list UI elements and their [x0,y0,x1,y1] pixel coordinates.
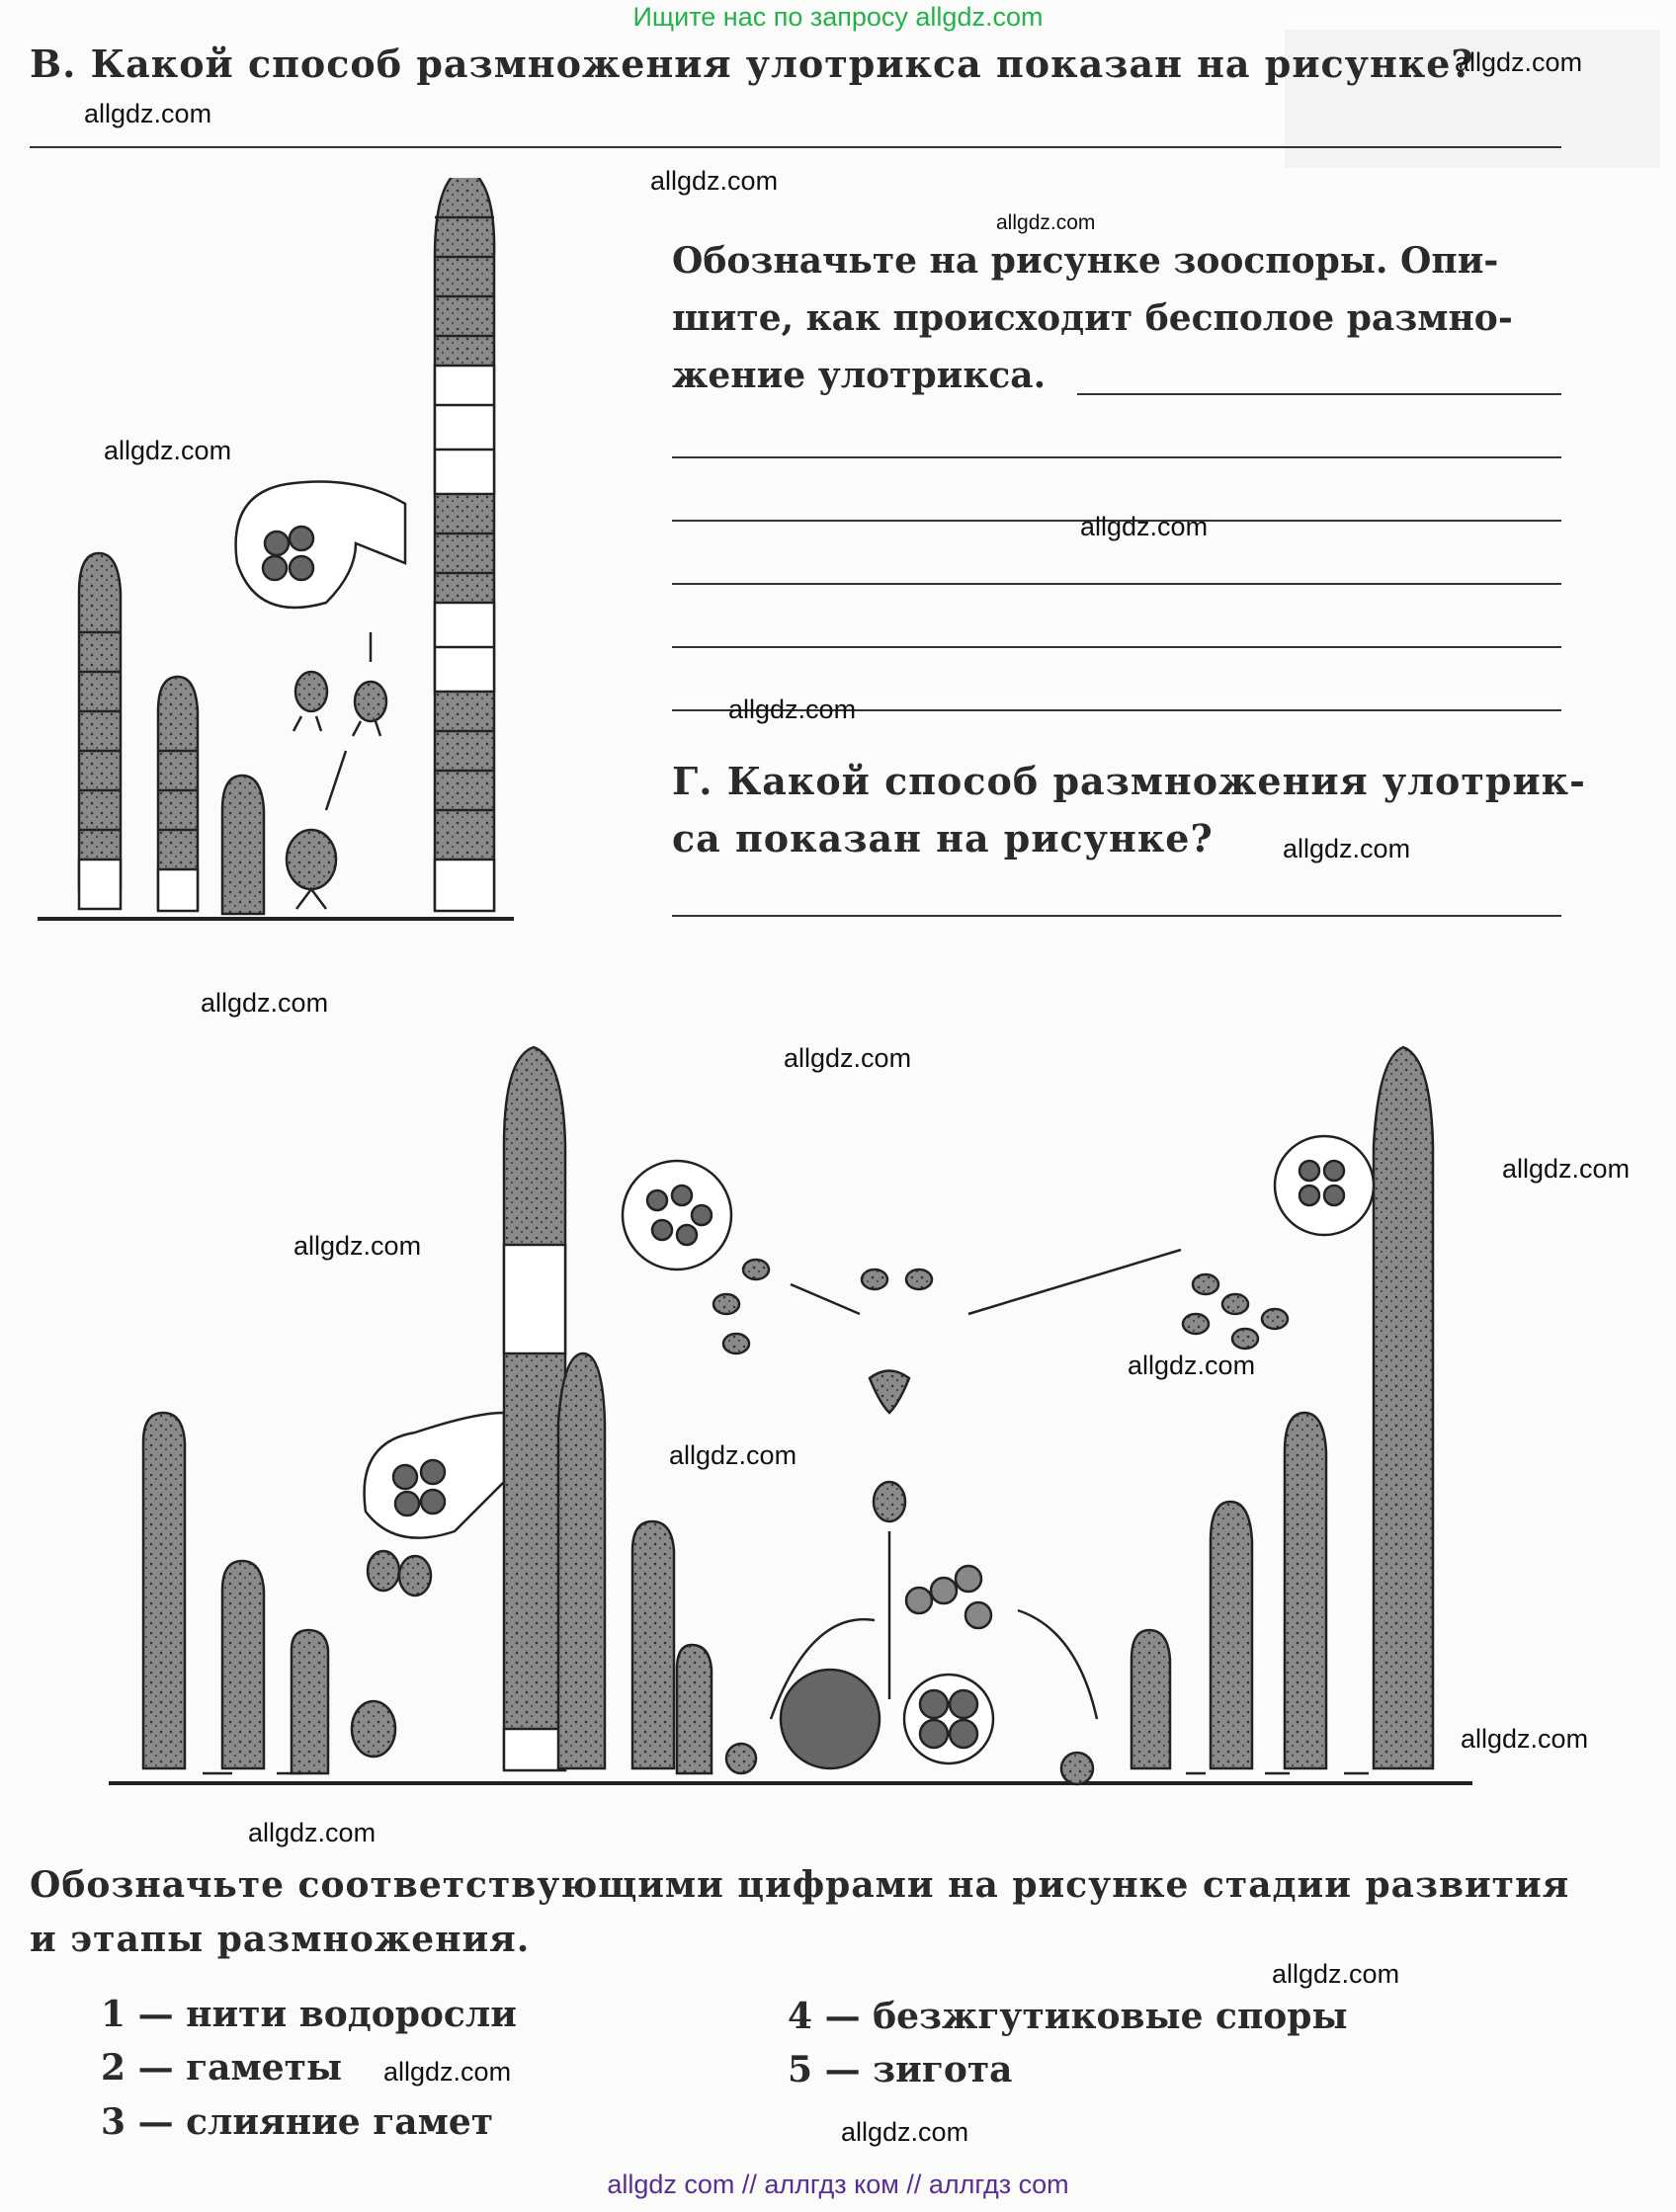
task-v-line2: шите, как происходит бесполое размно- [672,297,1513,339]
bottom-banner[interactable]: allgdz com // аллгдз ком // аллгдз com [607,2170,1069,2199]
filament-1 [79,553,121,909]
instruction-line1: Обозначьте соответствующими цифрами на рисунке стадии развития [30,1864,1570,1906]
instruction-line2: и этапы размножения. [30,1919,531,1960]
arrow-2 [326,751,346,810]
watermark: allgdz.com [728,695,857,724]
answer-line-v[interactable] [30,146,1561,148]
watermark: allgdz.com [1080,512,1209,541]
question-g-line1: Г. Какой способ размножения улотрик- [672,759,1586,803]
filament-2 [158,677,198,911]
filament-group-mid [558,1353,756,1773]
watermark: allgdz.com [383,2057,512,2087]
watermark: allgdz.com [1461,1724,1589,1754]
germinating-spore [287,830,336,909]
asexual-reproduction-figure [30,178,524,929]
zoospores [293,672,386,736]
legend-item-4: 4 — безжгутиковые споры [788,1996,1348,2037]
watermark: allgdz.com [104,436,232,465]
watermark: allgdz.com [1455,47,1583,77]
legend-item-2: 2 — гаметы [101,2047,343,2089]
answer-line-g1[interactable] [672,915,1561,917]
watermark: allgdz.com [1283,834,1411,863]
sexual-reproduction-figure [99,1037,1581,1798]
top-banner[interactable]: Ищите нас по запросу allgdz.com [632,2,1044,32]
zoosporangium [236,482,405,609]
legend-item-3: 3 — слияние гамет [101,2101,494,2143]
task-v-line3: жение улотрикса. [672,355,1047,396]
watermark: allgdz.com [248,1818,377,1847]
watermark: allgdz.com [1272,1959,1400,1989]
watermark: allgdz.com [293,1231,422,1261]
watermark: allgdz.com [669,1440,797,1470]
gametangium-left [365,1413,504,1538]
zygote-pathway [771,1371,1097,1785]
question-g-line2: са показан на рисунке? [672,816,1214,860]
filament-group-right [1131,1047,1433,1768]
gametangium-right [1183,1136,1374,1349]
watermark: allgdz.com [84,99,212,128]
filament-3 [222,776,264,914]
answer-line-v2[interactable] [672,456,1561,458]
watermark: allgdz.com [201,988,329,1018]
answer-line-v1[interactable] [1077,393,1561,395]
legend-item-1: 1 — нити водоросли [101,1994,517,2035]
watermark: allgdz.com [1128,1351,1256,1380]
watermark: allgdz.com [996,211,1096,234]
answer-line-v5[interactable] [672,646,1561,648]
watermark: allgdz.com [841,2117,969,2147]
gamete-cluster [623,1161,932,1353]
question-v: В. Какой способ размножения улотрикса показан на рисунке? [30,41,1474,86]
answer-line-v4[interactable] [672,583,1561,585]
task-v-line1: Обозначьте на рисунке зооспоры. Опи- [672,240,1499,282]
watermark: allgdz.com [650,166,779,196]
tall-filament [435,178,494,911]
legend-item-5: 5 — зигота [788,2049,1013,2090]
watermark: allgdz.com [1502,1154,1631,1184]
watermark: allgdz.com [784,1043,912,1073]
tall-filament-2 [504,1047,565,1770]
